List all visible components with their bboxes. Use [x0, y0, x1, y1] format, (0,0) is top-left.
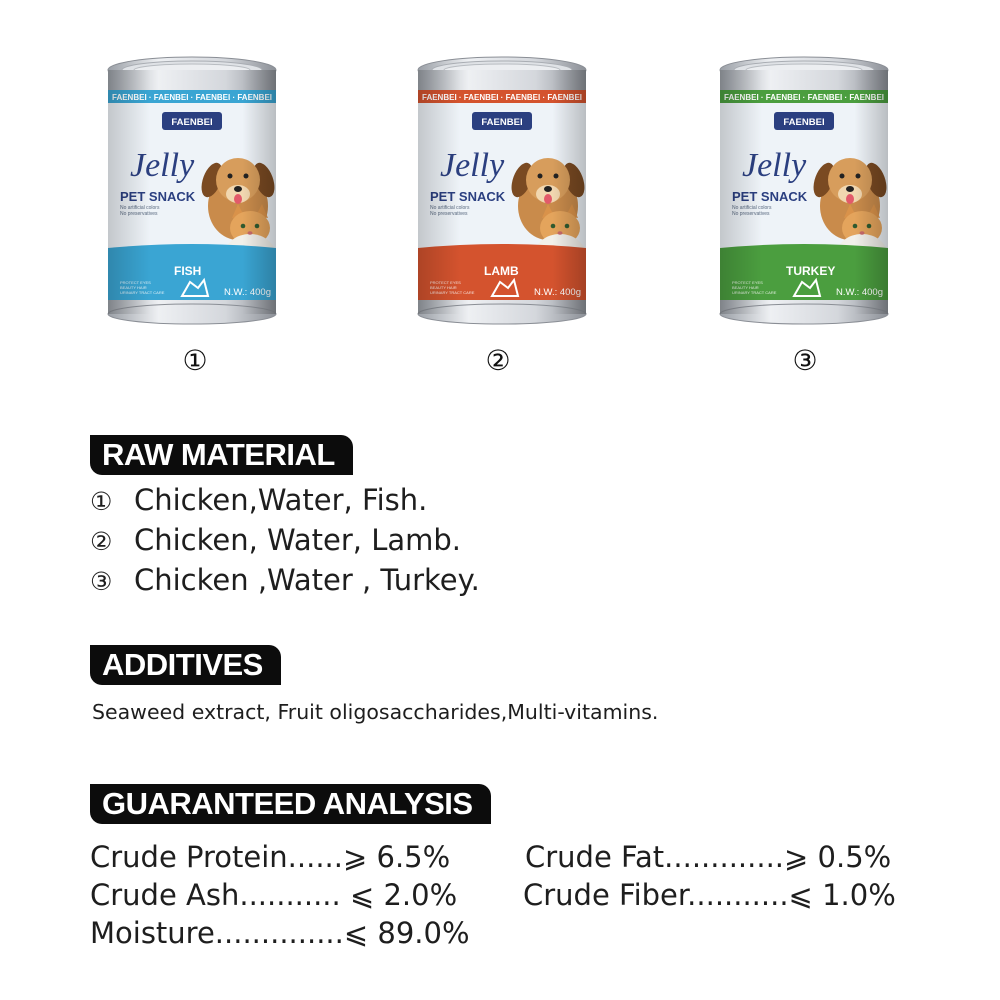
product-number: ③ [792, 344, 818, 377]
analysis-heading: GUARANTEED ANALYSIS [90, 784, 491, 824]
product-can [718, 56, 890, 326]
item-text: Chicken ,Water , Turkey. [134, 563, 480, 597]
moisture: Moisture..............⩽ 89.0% [90, 916, 470, 950]
item-number: ① [90, 487, 113, 516]
crude-protein: Crude Protein......⩾ 6.5% [90, 840, 451, 874]
additives-text: Seaweed extract, Fruit oligosaccharides,Multi-vitamins. [92, 700, 659, 724]
item-number: ② [90, 527, 113, 556]
crude-ash: Crude Ash........... ⩽ 2.0% [90, 878, 458, 912]
raw-material-item [90, 480, 480, 520]
crude-fat: Crude Fat.............⩾ 0.5% [525, 840, 892, 874]
item-number: ③ [90, 567, 113, 596]
raw-material-item [90, 520, 480, 560]
item-text: Chicken,Water, Fish. [134, 483, 428, 517]
additives-heading: ADDITIVES [90, 645, 281, 685]
product-number: ① [182, 344, 208, 377]
product-number: ② [485, 344, 511, 377]
product-can [416, 56, 588, 326]
raw-material-heading: RAW MATERIAL [90, 435, 353, 475]
raw-material-item [90, 560, 480, 600]
crude-fiber: Crude Fiber...........⩽ 1.0% [523, 878, 896, 912]
product-can [106, 56, 278, 326]
item-text: Chicken, Water, Lamb. [134, 523, 462, 557]
raw-material-list [90, 480, 480, 600]
